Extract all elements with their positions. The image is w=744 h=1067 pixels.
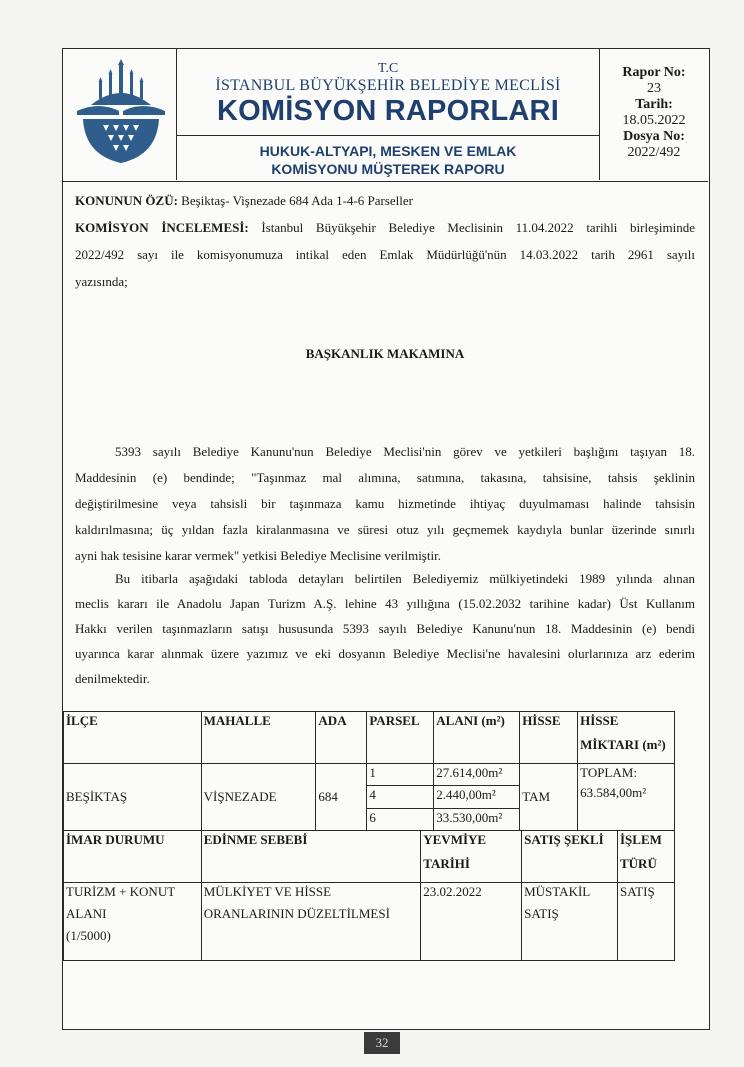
imar-line-1: TURİZM + KONUT [66, 884, 176, 899]
header-edinme: EDİNME SEBEBİ [201, 831, 421, 883]
cell-total [578, 764, 675, 831]
paragraph2-line: uyarınca karar alınmak üzere yazımız ve eki dosyanın Belediye Meclisi'ne havalesini olurlarınıza arz ederim [75, 646, 695, 661]
cell-hisse: TAM [520, 764, 578, 831]
paragraph2-line: meclis kararı ile Anadolu Japan Turizm A.Ş. lehine 43 yıllığına (15.02.2032 tarihine kadar) Üst Kullanım [75, 596, 695, 611]
status-table-header [64, 831, 675, 883]
subject-label: KONUNUN ÖZÜ: [75, 193, 178, 208]
cell-ilce: BEŞİKTAŞ [64, 764, 202, 831]
report-no-value: 23 [647, 81, 661, 96]
total-label: TOPLAM: [580, 765, 637, 780]
cell-satis [522, 883, 618, 961]
table-row [64, 883, 675, 961]
paragraph2-line: Hakkı verilen taşınmazların satışı hususunda 5393 sayılı Belediye Kanunu'nun 18. Maddesinin (e) bendi [75, 621, 695, 636]
paragraph1-line: ayni hak tesisine karar vermek" yetkisi Belediye Meclisine verilmiştir. [75, 548, 441, 563]
council-name: İSTANBUL BÜYÜKŞEHİR BELEDİYE MECLİSİ [215, 77, 561, 94]
header-islem-1: İŞLEM [620, 832, 662, 847]
cell-alani: 33.530,00m² [434, 809, 520, 831]
logo-cell [63, 49, 177, 180]
tc-label: T.C [377, 61, 399, 76]
paragraph1-line: değiştirilmesine veya tahsisli bir taşınmaza kamu hizmetinde ihtiyaç duyulmaması halinde tahsisin [75, 496, 695, 511]
review-line-1 [75, 220, 695, 236]
parcel-table [63, 711, 675, 831]
file-no-value: 2022/492 [627, 145, 681, 160]
cell-alani: 2.440,00m² [434, 786, 520, 809]
header-hisse-miktari-1: HİSSE [580, 713, 619, 728]
header-islem [618, 831, 675, 883]
header-ada: ADA [316, 712, 367, 764]
cell-edinme [201, 883, 421, 961]
commission-name-line2: KOMİSYONU MÜŞTEREK RAPORU [271, 161, 505, 177]
paragraph1-line: Maddesinin (e) bendinde; "Taşınmaz mal alımına, satımına, takasına, tahsisine, tahsis şeklinin [75, 470, 695, 485]
header-hisse-miktari-2: MİKTARI (m²) [580, 737, 666, 752]
table-row [64, 764, 675, 786]
header-ilce: İLÇE [64, 712, 202, 764]
page-number: 32 [364, 1032, 400, 1054]
title-divider [177, 135, 599, 136]
cell-yevmiye: 23.02.2022 [421, 883, 522, 961]
cell-parsel: 4 [367, 786, 434, 809]
document-page [62, 48, 710, 1030]
satis-line-2: SATIŞ [524, 906, 559, 921]
paragraph2-line: Bu itibarla aşağıdaki tabloda detayları belirtilen Belediyemiz mülkiyetindeki 1989 yılında alınan [115, 571, 695, 586]
header-yevmiye-2: TARİHİ [423, 856, 470, 871]
header-hisse: HİSSE [520, 712, 578, 764]
cell-imar [64, 883, 202, 961]
review-line-3: yazısında; [75, 274, 128, 289]
header-yevmiye-1: YEVMİYE [423, 832, 487, 847]
file-no-label: Dosya No: [623, 129, 685, 144]
ibb-logo-icon [73, 59, 169, 169]
total-value: 63.584,00m² [580, 785, 647, 800]
header-mahalle: MAHALLE [201, 712, 316, 764]
paragraph1-line: 5393 sayılı Belediye Kanunu'nun Belediye Meclisi'nin görev ve yetkileri başlığını taşıyan 18. [115, 444, 695, 459]
date-label: Tarih: [635, 97, 673, 112]
header-yevmiye [421, 831, 522, 883]
subject-line [75, 193, 695, 209]
imar-line-3: (1/5000) [66, 928, 111, 943]
cell-islem: SATIŞ [618, 883, 675, 961]
report-no-label: Rapor No: [622, 65, 686, 80]
cell-parsel: 1 [367, 764, 434, 786]
imar-line-2: ALANI [66, 906, 107, 921]
cell-mahalle: VİŞNEZADE [201, 764, 316, 831]
cell-alani: 27.614,00m² [434, 764, 520, 786]
header-satis: SATIŞ ŞEKLİ [522, 831, 618, 883]
title-cell [177, 49, 600, 180]
header-parsel: PARSEL [367, 712, 434, 764]
edinme-line-1: MÜLKİYET VE HİSSE [203, 884, 332, 899]
paragraph2-line: denilmektedir. [75, 671, 150, 686]
header-islem-2: TÜRÜ [620, 856, 657, 871]
status-table [63, 830, 675, 961]
parcel-table-header [64, 712, 675, 764]
header-hisse-miktari [578, 712, 675, 764]
subject-text: Beşiktaş- Vişnezade 684 Ada 1-4-6 Parseller [181, 193, 414, 208]
review-text-1: İstanbul Büyükşehir Belediye Meclisinin 11.04.2022 tarihli birleşiminde [261, 220, 696, 235]
cell-parsel: 6 [367, 809, 434, 831]
satis-line-1: MÜSTAKİL [524, 884, 591, 899]
paragraph1-line: kaldırılmasına; üç yıldan fazla kiralanmasına ve süresi otuz yılı geçmemek kaydıyla bunlar üzerinde sınırlı [75, 522, 695, 537]
addressee: BAŞKANLIK MAKAMINA [305, 346, 465, 361]
header-imar: İMAR DURUMU [64, 831, 202, 883]
reports-title: KOMİSYON RAPORLARI [217, 95, 559, 127]
edinme-line-2: ORANLARININ DÜZELTİLMESİ [203, 906, 390, 921]
report-header [63, 49, 708, 182]
report-meta [600, 49, 708, 180]
review-line-2: 2022/492 sayı ile komisyonumuza intikal eden Emlak Müdürlüğü'nün 14.03.2022 tarih 2961 sayılı [75, 247, 695, 262]
commission-name-line1: HUKUK-ALTYAPI, MESKEN VE EMLAK [259, 143, 517, 159]
date-value: 18.05.2022 [622, 113, 686, 128]
cell-ada: 684 [316, 764, 367, 831]
review-label: KOMİSYON İNCELEMESİ: [75, 220, 249, 235]
header-alani: ALANI (m²) [434, 712, 520, 764]
